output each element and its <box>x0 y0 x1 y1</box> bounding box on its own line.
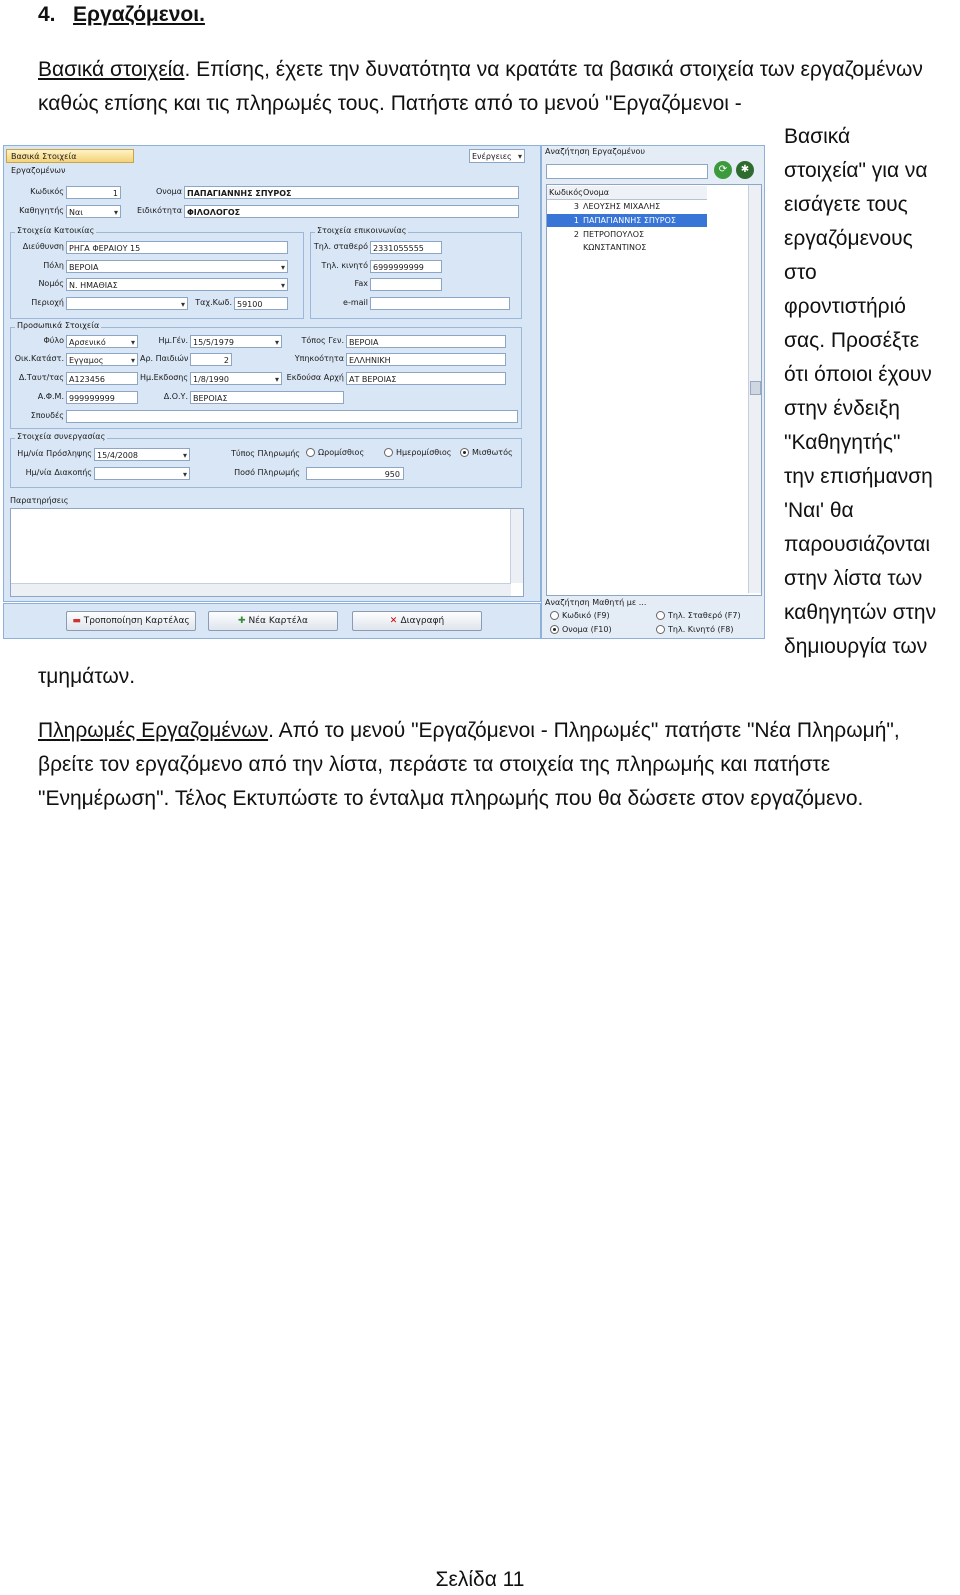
authority-field[interactable]: ΑΤ ΒΕΡΟΙΑΣ <box>346 372 506 385</box>
spec-field[interactable]: ΦΙΛΟΛΟΓΟΣ <box>184 205 519 218</box>
paytype-label: Τύπος Πληρωμής <box>231 449 300 458</box>
side-line: 'Ναι' θα <box>784 499 854 522</box>
list-header-code: Κωδικός <box>549 188 583 197</box>
new-icon: ✚ <box>238 616 249 626</box>
delete-label: Διαγραφή <box>400 616 445 626</box>
phone-label: Τηλ. σταθερό <box>313 242 368 251</box>
side-line: δημιουργία των <box>784 635 928 658</box>
email-field[interactable] <box>370 297 510 310</box>
prefecture-label: Νομός <box>38 279 64 288</box>
code-label: Κωδικός <box>30 187 64 196</box>
end-date-label: Ημ/νία Διακοπής <box>25 468 92 477</box>
radio-hourly[interactable] <box>306 448 364 457</box>
nationality-label: Υπηκοότητα <box>294 354 344 363</box>
fax-label: Fax <box>354 279 368 288</box>
radio-icon <box>656 611 665 620</box>
afm-label: Α.Φ.Μ. <box>37 392 64 401</box>
studies-label: Σπουδές <box>30 411 64 420</box>
side-line: την επισήμανση <box>784 465 933 488</box>
search-by-mobile[interactable] <box>656 625 733 634</box>
list-item-selected[interactable] <box>547 214 707 227</box>
cooperation-group-title: Στοιχεία συνεργασίας <box>17 432 106 441</box>
side-line: "Καθηγητής" <box>784 431 901 454</box>
list-header <box>547 186 707 200</box>
radio-hourly-label: Ωρομίσθιος <box>318 448 365 457</box>
list-item-code: 2 <box>573 230 579 239</box>
intro-tail: τμημάτων. <box>38 665 136 688</box>
spec-label: Ειδικότητα <box>137 206 182 215</box>
side-line: στην λίστα των <box>784 567 923 590</box>
employee-form-panel <box>3 145 541 602</box>
notes-label: Παρατηρήσεις <box>10 496 69 505</box>
name-field[interactable]: ΠΑΠΑΓΙΑΝΝΗΣ ΣΠΥΡΟΣ <box>184 186 519 199</box>
settings-icon[interactable]: ✱ <box>736 161 754 179</box>
list-item-name: ΠΑΠΑΓΙΑΝΝΗΣ ΣΠΥΡΟΣ <box>583 216 676 225</box>
notes-textarea[interactable] <box>10 508 524 597</box>
amount-field[interactable]: 950 <box>306 467 404 480</box>
refresh-icon[interactable]: ⟳ <box>714 161 732 179</box>
list-item[interactable] <box>547 200 707 213</box>
end-date-field[interactable] <box>94 467 190 480</box>
name-label: Ονομα <box>155 187 182 196</box>
payments-text: . Από το μενού "Εργαζόμενοι - Πληρωμές" πατήστε "Νέα Πληρωμή", βρείτε τον εργαζόμενο από την λίστα, περάστε τα στοιχεία της πληρωμής και πατήστε "Ενημέρωση". Τέλος Εκτυπώστε το ένταλμα πληρωμής που θα δώσετε στον εργαζόμενο. <box>38 719 900 810</box>
mobile-field[interactable]: 6999999999 <box>370 260 442 273</box>
list-header-name: Ονομα <box>583 188 610 197</box>
list-item-code: 3 <box>573 202 579 211</box>
list-item[interactable] <box>547 228 707 252</box>
birthdate-label: Ημ.Γέν. <box>158 336 188 345</box>
side-line: ότι όποιοι έχουν <box>784 363 932 386</box>
side-line: σας. Προσέξτε <box>784 329 920 352</box>
hire-date-field[interactable]: 15/4/2008 ▾ <box>94 448 190 461</box>
sex-label: Φύλο <box>43 336 64 345</box>
radio-icon <box>550 625 559 634</box>
residence-group-title: Στοιχεία Κατοικίας <box>17 226 95 235</box>
radio-daily-label: Ημερομίσθιος <box>396 448 452 457</box>
mobile-label: Τηλ. κινητό <box>321 261 368 270</box>
fax-field[interactable] <box>370 278 442 291</box>
address-label: Διεύθυνση <box>22 242 64 251</box>
kids-label: Αρ. Παιδιών <box>140 354 189 363</box>
radio-icon <box>550 611 559 620</box>
intro-text: . Επίσης, έχετε την δυνατότητα να κρατάτε τα βασικά στοιχεία των εργαζομένων καθώς επίσης και τις πληρωμές τους. Πατήστε από το μενού "Εργαζόμενοι - <box>38 58 923 115</box>
notes-scrollbar[interactable] <box>510 509 523 583</box>
basic-info-link: Βασικά στοιχεία <box>38 58 185 81</box>
area-label: Περιοχή <box>31 298 64 307</box>
heading-title: Εργαζόμενοι. <box>73 3 205 26</box>
heading-number: 4. <box>38 3 56 26</box>
nationality-field[interactable]: ΕΛΛΗΝΙΚΗ <box>346 353 506 366</box>
afm-field[interactable]: 999999999 <box>66 391 138 404</box>
doy-field[interactable]: ΒΕΡΟΙΑΣ <box>190 391 344 404</box>
side-line: εργαζόμενους <box>784 227 913 250</box>
payments-paragraph <box>38 714 938 816</box>
delete-button[interactable] <box>352 611 482 631</box>
list-item-name: ΛΕΟΥΣΗΣ ΜΙΧΑΛΗΣ <box>583 202 661 211</box>
delete-icon: ✕ <box>389 616 401 626</box>
new-card-label: Νέα Καρτέλα <box>248 616 308 626</box>
family-label: Οικ.Κατάστ. <box>14 354 64 363</box>
kids-field[interactable]: 2 <box>190 353 232 366</box>
studies-field[interactable] <box>66 410 518 423</box>
authority-label: Εκδούσα Αρχή <box>286 373 344 382</box>
page-footer: Σελίδα 11 <box>435 1568 525 1591</box>
birthdate-field[interactable]: 15/5/1979 ▾ <box>190 335 282 348</box>
notes-hscrollbar[interactable] <box>11 583 511 596</box>
side-line: καθηγητών στην <box>784 601 937 624</box>
code-field[interactable]: 1 <box>66 186 121 199</box>
edit-icon: ▬ <box>72 616 84 626</box>
address-field[interactable]: ΡΗΓΑ ΦΕΡΑΙΟΥ 15 <box>66 241 288 254</box>
city-select[interactable]: ΒΕΡΟΙΑ ▾ <box>66 260 288 273</box>
city-label: Πόλη <box>43 261 64 270</box>
form-tab[interactable]: Βασικά Στοιχεία Εργαζομένων <box>6 149 134 163</box>
area-select[interactable] <box>66 297 188 310</box>
prefecture-select[interactable]: Ν. ΗΜΑΘΙΑΣ ▾ <box>66 278 288 291</box>
edit-card-label: Τροποποίηση Καρτέλας <box>83 616 190 626</box>
search-by-title: Αναζήτηση Μαθητή με ... <box>545 598 647 607</box>
amount-label: Ποσό Πληρωμής <box>234 468 300 477</box>
list-item-code: 1 <box>573 216 579 225</box>
birthplace-field[interactable]: ΒΕΡΟΙΑ <box>346 335 506 348</box>
search-by-code[interactable] <box>550 611 610 620</box>
id-date-label: Ημ.Εκδοσης <box>140 373 189 382</box>
teacher-label: Καθηγητής <box>19 206 64 215</box>
radio-salaried[interactable] <box>460 448 513 457</box>
search-by-phone[interactable] <box>656 611 741 620</box>
payments-link: Πληρωμές Εργαζομένων <box>38 719 269 742</box>
contact-group-title: Στοιχεία επικοινωνίας <box>317 226 407 235</box>
doy-label: Δ.Ο.Υ. <box>163 392 188 401</box>
radio-icon <box>384 448 393 457</box>
radio-daily[interactable] <box>384 448 451 457</box>
side-line: παρουσιάζονται <box>784 533 931 556</box>
cooperation-group <box>10 432 522 488</box>
side-line: στο <box>784 261 817 284</box>
search-by-code-label: Κωδικό (F9) <box>562 611 610 620</box>
search-panel <box>541 145 765 639</box>
search-by-mobile-label: Τηλ. Κινητό (F8) <box>668 625 734 634</box>
list-item-name: ΠΕΤΡΟΠΟΥΛΟΣ ΚΩΝΣΤΑΝΤΙΝΟΣ <box>583 230 647 252</box>
family-select[interactable]: Εγγαμος ▾ <box>66 353 138 366</box>
zip-field[interactable]: 59100 <box>234 297 288 310</box>
side-line: εισάγετε τους <box>784 193 908 216</box>
button-bar <box>3 603 541 639</box>
search-by-phone-label: Τηλ. Σταθερό (F7) <box>668 611 741 620</box>
side-line: Βασικά <box>784 125 851 148</box>
app-screenshot <box>3 145 777 650</box>
section-heading <box>38 0 205 30</box>
id-label: Δ.Ταυτ/τας <box>18 373 64 382</box>
side-text <box>784 120 954 664</box>
email-label: e-mail <box>343 298 368 307</box>
side-line: στοιχεία" για να <box>784 159 928 182</box>
side-line: στην ένδειξη <box>784 397 900 420</box>
birthplace-label: Τόπος Γεν. <box>301 336 344 345</box>
radio-salaried-label: Μισθωτός <box>472 448 513 457</box>
side-line: φροντιστήριό <box>784 295 906 318</box>
intro-paragraph <box>38 53 938 121</box>
search-by-name-label: Ονομα (F10) <box>562 625 612 634</box>
scroll-thumb[interactable] <box>750 381 761 395</box>
hire-date-label: Ημ/νία Πρόσληψης <box>17 449 92 458</box>
search-title: Αναζήτηση Εργαζομένου <box>545 147 645 156</box>
zip-label: Ταχ.Κωδ. <box>195 298 232 307</box>
new-card-button[interactable] <box>208 611 338 631</box>
radio-icon <box>306 448 315 457</box>
personal-group-title: Προσωπικά Στοιχεία <box>17 321 100 330</box>
id-date-field[interactable]: 1/8/1990 ▾ <box>190 372 282 385</box>
list-scrollbar[interactable] <box>748 185 761 593</box>
phone-field[interactable]: 2331055555 <box>370 241 442 254</box>
teacher-select[interactable]: Ναι ▾ <box>66 205 121 218</box>
radio-icon <box>460 448 469 457</box>
employee-list <box>546 184 762 596</box>
actions-dropdown[interactable]: Ενέργειες ▾ <box>469 149 525 163</box>
search-input[interactable] <box>546 164 708 179</box>
radio-icon <box>656 625 665 634</box>
edit-card-button[interactable] <box>66 611 196 631</box>
sex-select[interactable]: Αρσενικό ▾ <box>66 335 138 348</box>
search-by-name[interactable] <box>550 625 612 634</box>
id-field[interactable]: Α123456 <box>66 372 138 385</box>
